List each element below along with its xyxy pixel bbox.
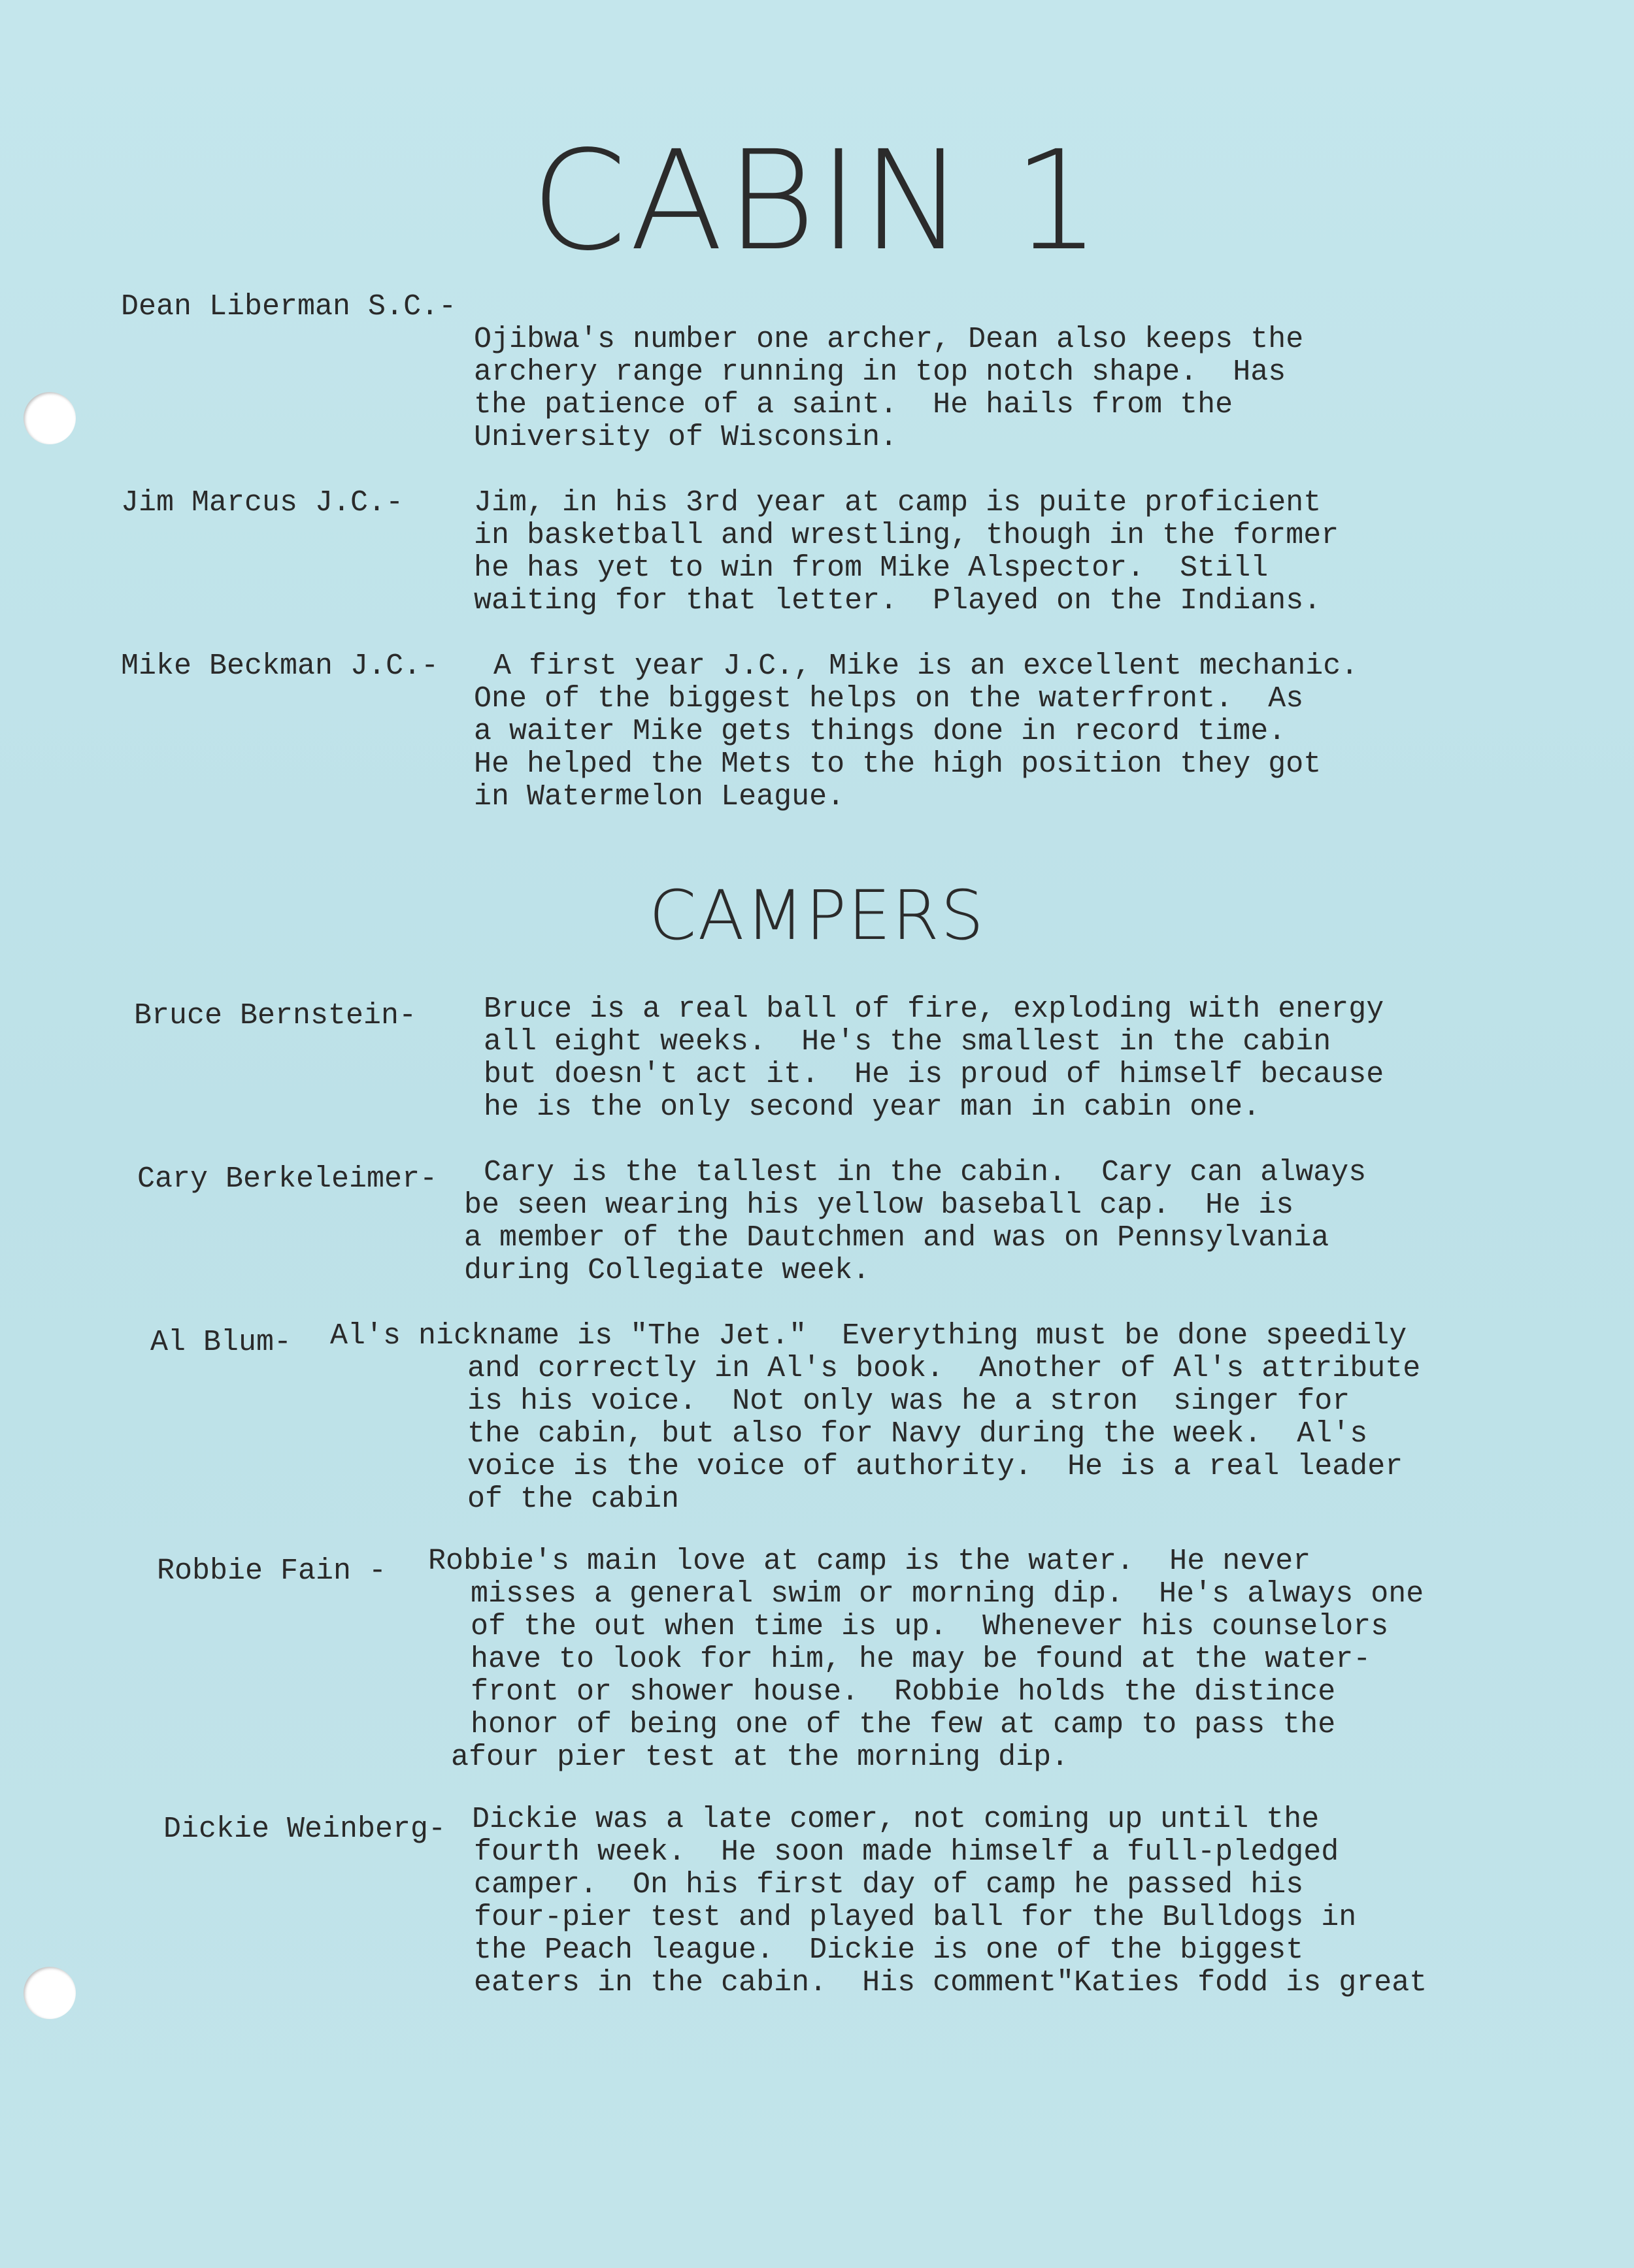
entry-line: He helped the Mets to the high position they got [474,748,1322,781]
entry-line: waiting for that letter. Played on the Indians. [474,584,1322,617]
staff-name: Mike Beckman J.C.- [121,649,439,683]
entry-line: four-pier test and played ball for the Bulldogs in [474,1901,1357,1934]
camper-name: Cary Berkeleimer- [137,1162,438,1196]
staff-name: Jim Marcus J.C.- [121,486,404,519]
entry-line: camper. On his first day of camp he passed his [474,1868,1304,1901]
entry-line: he has yet to win from Mike Alspector. Still [474,551,1269,585]
camper-name: Robbie Fain - [157,1554,387,1588]
page-title: CABIN 1 [531,121,1103,281]
entry-line: University of Wisconsin. [474,421,898,454]
camper-name: Bruce Bernstein- [134,999,417,1032]
entry-line: have to look for him, he may be found at the water- [471,1643,1371,1676]
entry-line: be seen wearing his yellow baseball cap. He is [464,1189,1294,1222]
entry-line: Robbie's main love at camp is the water. He never [428,1545,1311,1578]
entry-line: voice is the voice of authority. He is a real leader [467,1450,1403,1483]
entry-line: afour pier test at the morning dip. [451,1741,1069,1774]
entry-line: he is the only second year man in cabin one. [484,1091,1261,1124]
entry-line: and correctly in Al's book. Another of Al's attribute [467,1352,1421,1385]
entry-line: Al's nickname is "The Jet." Everything must be done speedily [330,1319,1407,1353]
punch-hole [24,1967,76,2019]
entry-line: the patience of a saint. He hails from the [474,388,1233,421]
entry-line: the Peach league. Dickie is one of the biggest [474,1933,1304,1967]
entry-line: is his voice. Not only was he a stron singer for [467,1385,1350,1418]
entry-line: honor of being one of the few at camp to pass the [471,1708,1336,1741]
entry-line: in Watermelon League. [474,780,845,814]
entry-line: a member of the Dautchmen and was on Pennsylvania [464,1221,1329,1255]
entry-line: all eight weeks. He's the smallest in the cabin [484,1025,1331,1059]
entry-line: misses a general swim or morning dip. He's always one [471,1577,1424,1611]
entry-line: Ojibwa's number one archer, Dean also keeps the [474,323,1304,356]
staff-name: Dean Liberman S.C.- [121,290,457,323]
camper-name: Al Blum- [150,1326,292,1359]
entry-line: Cary is the tallest in the cabin. Cary can always [484,1156,1367,1189]
entry-line: in basketball and wrestling, though in the former [474,519,1339,552]
entry-line: fourth week. He soon made himself a full-pledged [474,1835,1339,1869]
entry-line: a waiter Mike gets things done in record time. [474,715,1286,748]
entry-line: the cabin, but also for Navy during the week. Al's [467,1417,1368,1451]
entry-line: Jim, in his 3rd year at camp is puite proficient [474,486,1322,519]
entry-line: of the out when time is up. Whenever his counselors [471,1610,1389,1643]
entry-line: during Collegiate week. [464,1254,871,1287]
section-heading: CAMPERS [648,876,986,955]
entry-line: front or shower house. Robbie holds the distince [471,1675,1336,1709]
entry-line: A first year J.C., Mike is an excellent mechanic. [493,649,1359,683]
entry-line: Bruce is a real ball of fire, exploding with energy [484,993,1384,1026]
entry-line: of the cabin [467,1483,680,1516]
entry-line: eaters in the cabin. His comment"Katies fodd is great [474,1966,1427,1999]
entry-line: Dickie was a late comer, not coming up until the [472,1803,1320,1836]
entry-line: One of the biggest helps on the waterfront. As [474,682,1304,715]
camper-name: Dickie Weinberg- [163,1813,446,1846]
punch-hole [24,392,76,444]
entry-line: but doesn't act it. He is proud of himself because [484,1058,1384,1091]
entry-line: archery range running in top notch shape. Has [474,355,1286,389]
